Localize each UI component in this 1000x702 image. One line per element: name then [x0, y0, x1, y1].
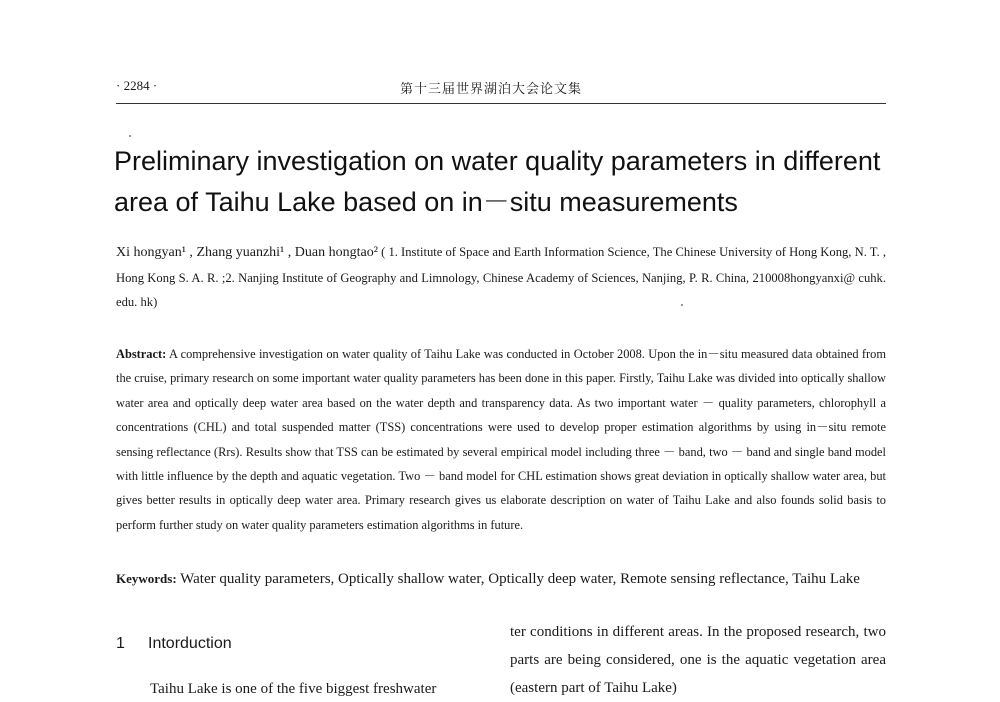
keywords-label: Keywords: [116, 571, 177, 586]
page-number: · 2284 · [116, 78, 158, 93]
scan-speck [681, 304, 683, 306]
keywords [116, 566, 886, 592]
section-number: 1 [116, 635, 125, 652]
section-title: Intorduction [148, 635, 232, 652]
journal-title: 第十三届世界湖泊大会论文集 [400, 81, 583, 96]
section-heading-introduction [116, 635, 232, 653]
header-rule [116, 103, 886, 104]
abstract [116, 342, 886, 537]
running-head [116, 78, 884, 100]
keywords-text: Water quality parameters, Optically shallow water, Optically deep water, Remote sensing reflectance, Taihu Lake [180, 571, 860, 587]
author-names: Xi hongyan¹ , Zhang yuanzhi¹ , Duan hongtao² [116, 245, 378, 260]
abstract-label: Abstract: [116, 347, 167, 361]
abstract-text: A comprehensive investigation on water quality of Taihu Lake was conducted in October 2008. Upon the in－situ measured data obtained from the cruise, primary research on some important water quality parameters has been done in this paper. Firstly, Taihu Lake was divided into optically shallow water area and optically deep water area based on the water depth and transparency data. As two important water － quality parameters, chlorophyll a concentrations (CHL) and total suspended matter (TSS) concentrations were used to develop proper estimation algorithms by using in－situ remote sensing reflectance (Rrs). Results show that TSS can be estimated by several empirical model including three － band, two － band and single band model with little influence by the depth and aquatic vegetation. Two － band model for CHL estimation shows great deviation in optically shallow water area, but gives better results in optically deep water area. Primary research gives us elaborate description on water of Taihu Lake and also founds solid basis to perform further study on water quality parameters estimation algorithms in future. [116, 347, 886, 532]
author-affiliations: ( 1. Institute of Space and Earth Information Science, The Chinese University of Hong Kong, N. T. , Hong Kong S. A. R. ;2. Nanjing Institute of Geography and Limnology, Chinese Academy of Sciences, Nanjing, P. R. China, 210008hongyanxi@ cuhk. edu. hk) [116, 245, 887, 309]
introduction-left-column: Taihu Lake is one of the five biggest freshwater [150, 681, 437, 697]
author-block [116, 240, 886, 315]
introduction-right-column: ter conditions in different areas. In the proposed research, two parts are being considered, one is the aquatic vegetation area (eastern part of Taihu Lake) [510, 624, 886, 696]
scan-speck [129, 135, 131, 137]
paper-title: Preliminary investigation on water quality parameters in different area of Taihu Lake based on in－situ measurements [114, 146, 881, 217]
